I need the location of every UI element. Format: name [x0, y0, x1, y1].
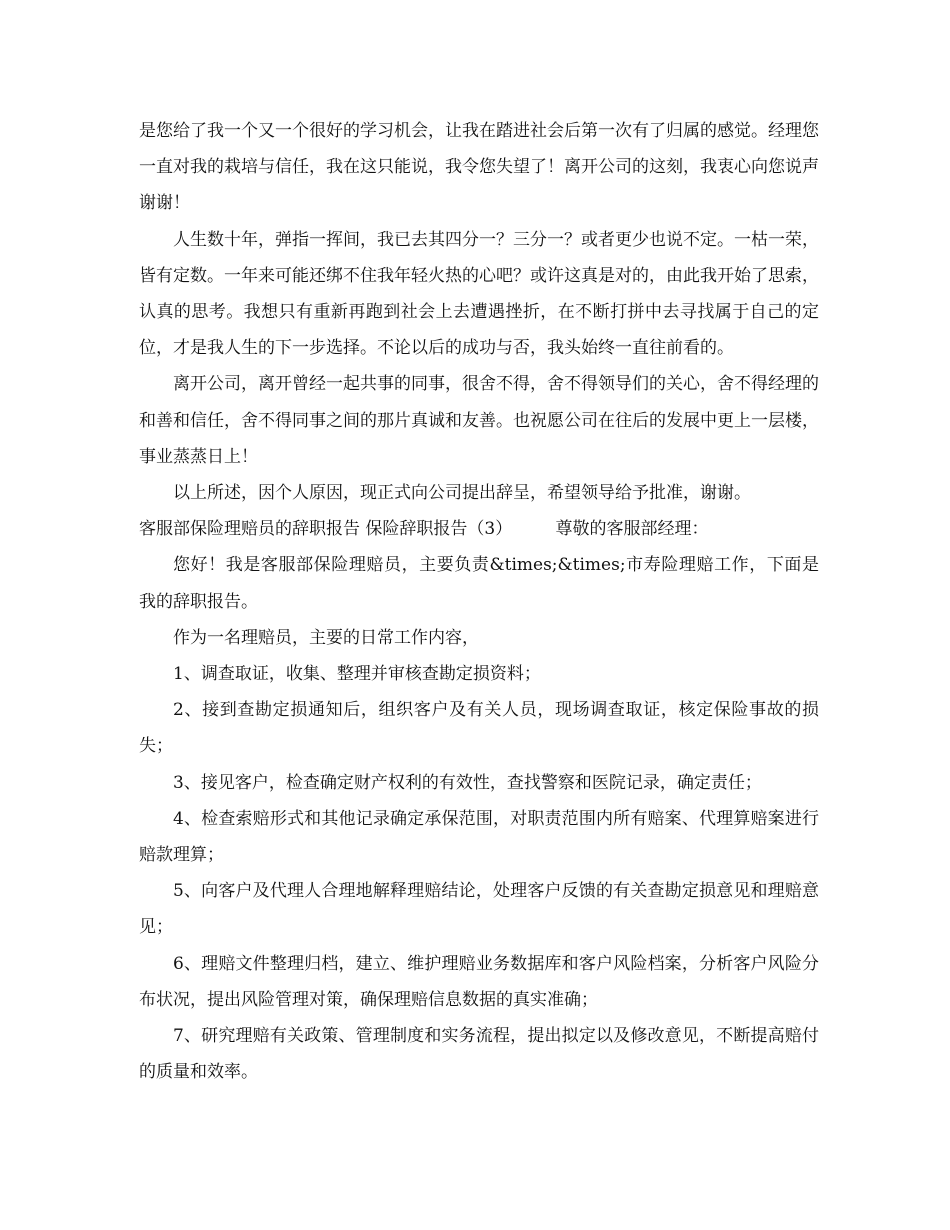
list-item-duty-4: 4、检查索赔形式和其他记录确定承保范围，对职责范围内所有赔案、代理算赔案进行赔款理算；: [139, 808, 819, 866]
document-body: [139, 113, 819, 1090]
list-item-duty-3: 3、接见客户，检查确定财产权利的有效性，查找警察和医院记录，确定责任；: [173, 772, 762, 793]
list-item-duty-7: 7、研究理赔有关政策、管理制度和实务流程，提出拟定以及修改意见，不断提高赔付的质量和效率。: [139, 1026, 819, 1083]
paragraph-resignation-request: 以上所述，因个人原因，现正式向公司提出辞呈，希望领导给予批准，谢谢。: [173, 483, 751, 504]
paragraph-duties-intro: 作为一名理赔员，主要的日常工作内容，: [173, 627, 479, 648]
list-item-duty-6: 6、理赔文件整理归档，建立、维护理赔业务数据库和客户风险档案，分析客户风险分布状况，提出风险管理对策，确保理赔信息数据的真实准确；: [139, 953, 819, 1010]
paragraph-farewell: 离开公司，离开曾经一起共事的同事，很舍不得，舍不得领导们的关心，舍不得经理的和善和信任，舍不得同事之间的那片真诚和友善。也祝愿公司在往后的发展中更上一层楼，事业蒸蒸日上！: [139, 374, 819, 467]
list-item-duty-1: 1、调查取证，收集、整理并审核查勘定损资料；: [173, 664, 541, 685]
paragraph-greeting: 您好！我是客服部保险理赔员，主要负责&times;&times;市寿险理赔工作，下面是我的辞职报告。: [139, 555, 819, 612]
list-item-duty-2: 2、接到查勘定损通知后，组织客户及有关人员，现场调查取证，核定保险事故的损失；: [139, 700, 819, 757]
paragraph-gratitude: 是您给了我一个又一个很好的学习机会，让我在踏进社会后第一次有了归属的感觉。经理您一直对我的栽培与信任，我在这只能说，我令您失望了！离开公司的这刻，我衷心向您说声谢谢！: [139, 121, 819, 214]
paragraph-life-reflection: 人生数十年，弹指一挥间，我已去其四分一？三分一？或者更少也说不定。一枯一荣，皆有定数。一年来可能还绑不住我年轻火热的心吧？或许这真是对的，由此我开始了思索，认真的思考。我想只有重新再跑到社会上去遭遇挫折，在不断打拼中去寻找属于自己的定位，才是我人生的下一步选择。不论以后的成功与否，我头始终一直往前看的。: [139, 229, 819, 359]
section-heading-report-3: 客服部保险理赔员的辞职报告 保险辞职报告（3） 尊敬的客服部经理：: [139, 519, 709, 540]
list-item-duty-5: 5、向客户及代理人合理地解释理赔结论，处理客户反馈的有关查勘定损意见和理赔意见；: [139, 881, 819, 938]
